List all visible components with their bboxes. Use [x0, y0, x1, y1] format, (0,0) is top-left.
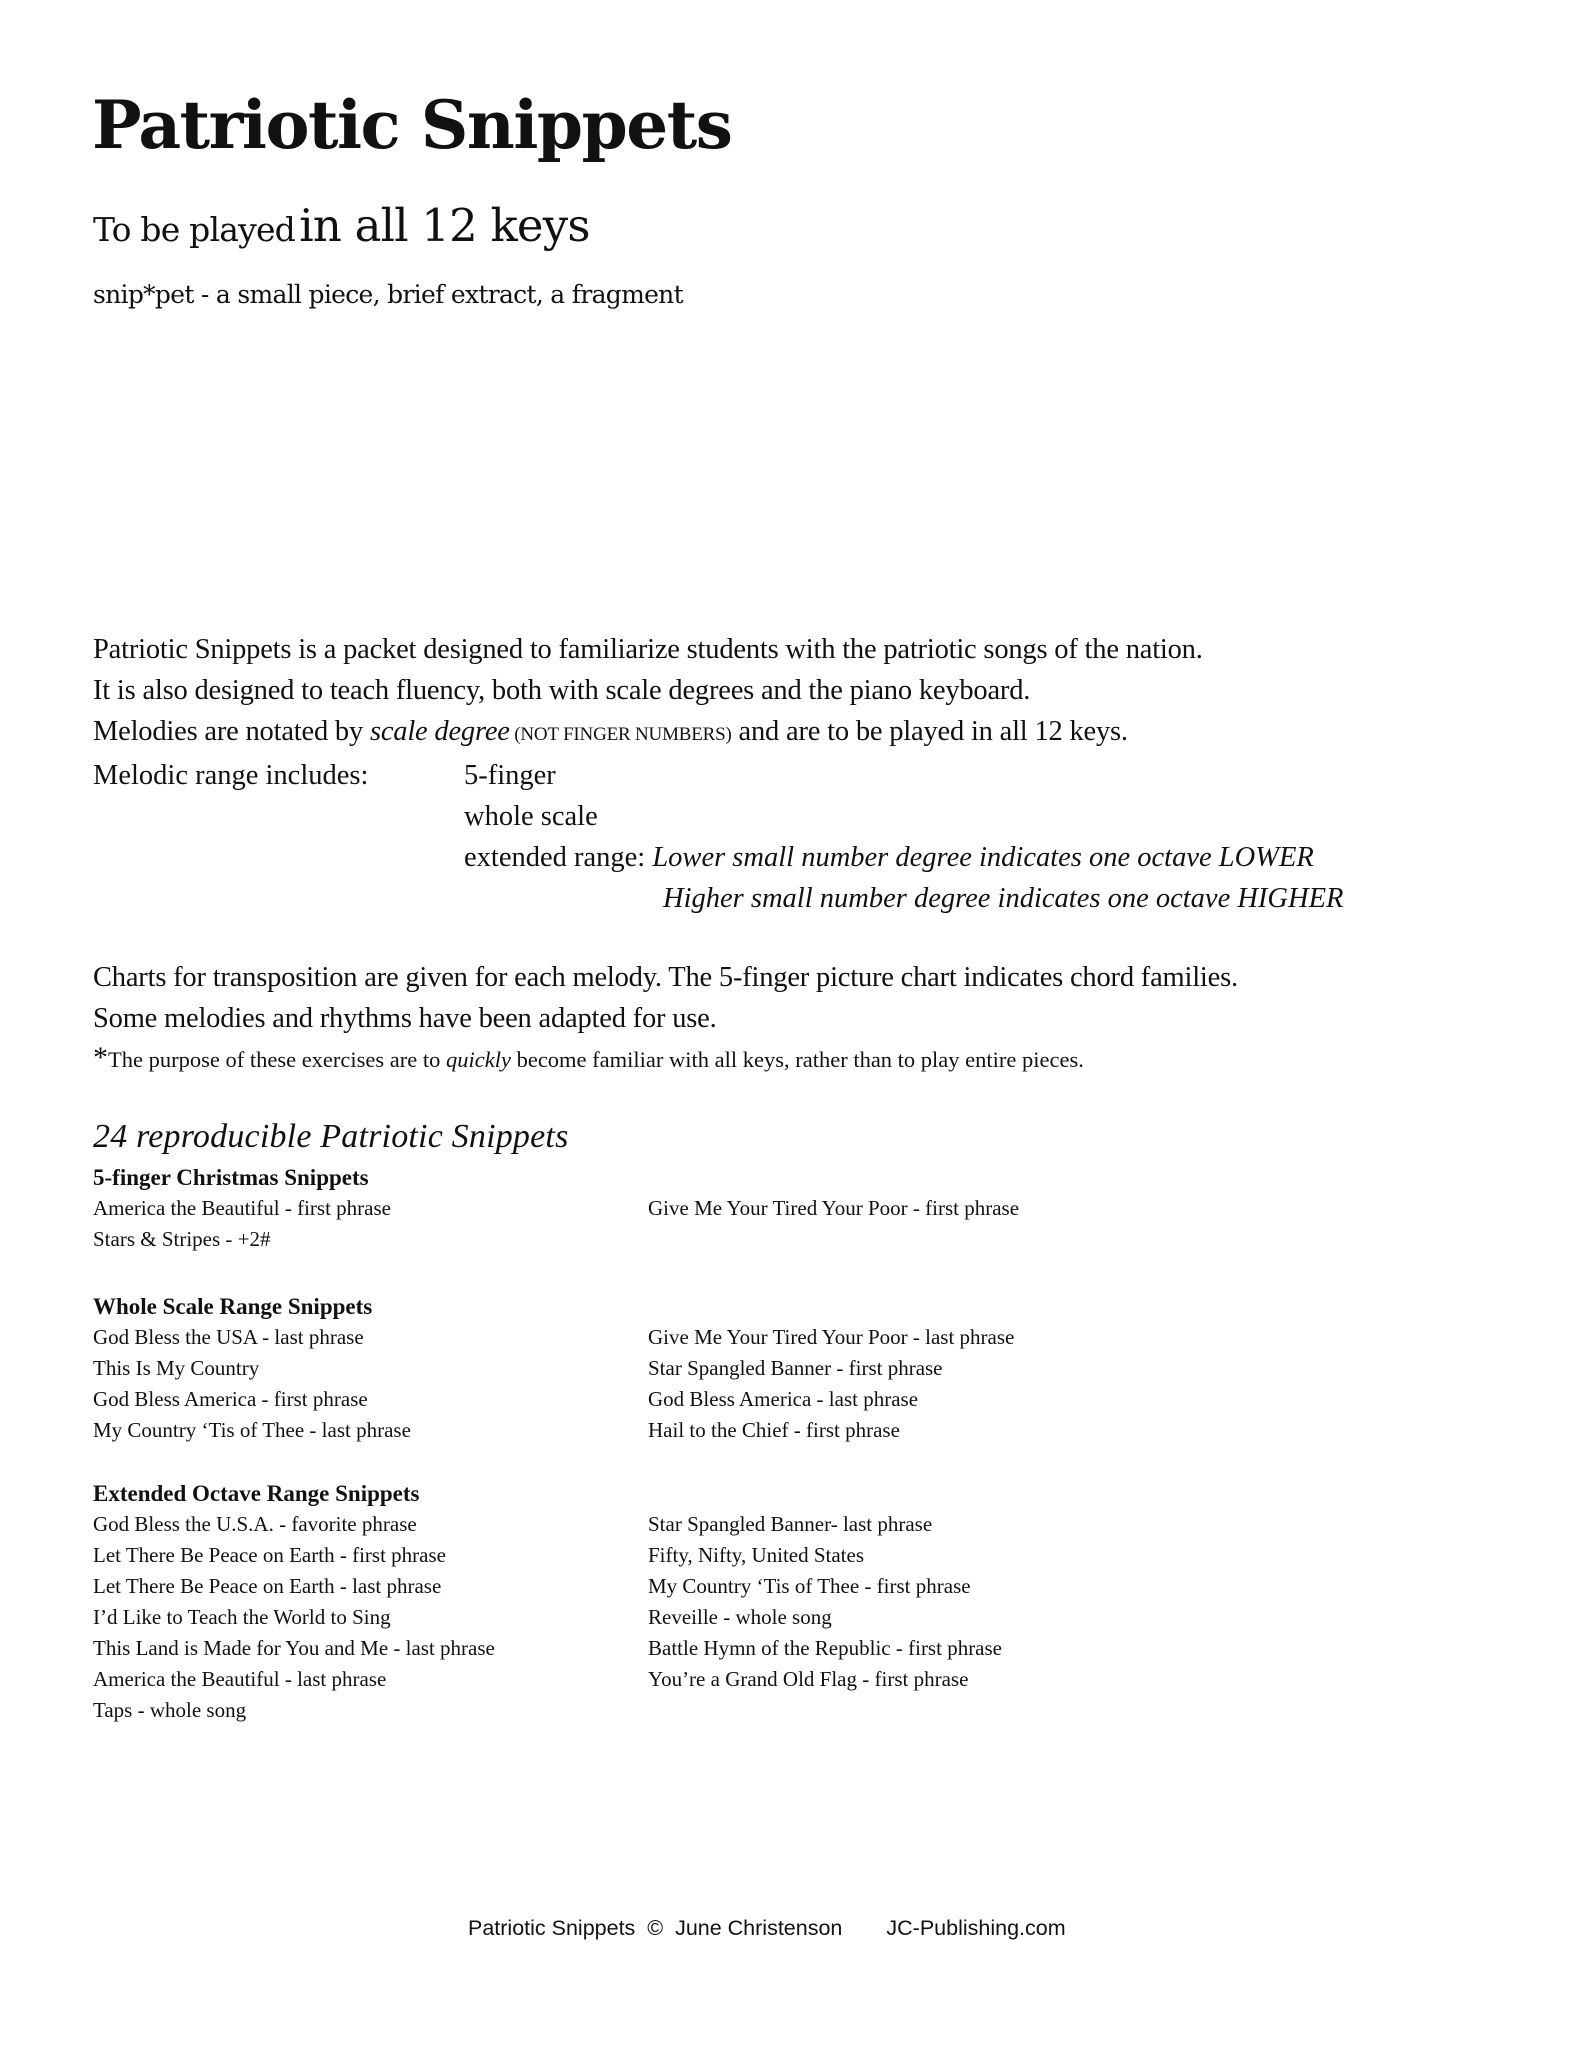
range-item-5-finger: 5-finger	[464, 760, 556, 791]
purpose-note	[93, 1041, 1084, 1075]
note-pre: The purpose of these exercises are to	[108, 1047, 446, 1072]
subtitle	[93, 199, 590, 252]
list-item: Reveille - whole song	[648, 1605, 832, 1629]
list-item: Hail to the Chief - first phrase	[648, 1418, 900, 1442]
list-item: This Land is Made for You and Me - last phrase	[93, 1636, 495, 1660]
footer	[468, 1916, 1066, 1941]
intro-line-2: It is also designed to teach fluency, both with scale degrees and the piano keyboard.	[93, 675, 1031, 706]
list-item: This Is My Country	[93, 1356, 260, 1380]
list-item: My Country ‘Tis of Thee - last phrase	[93, 1418, 411, 1442]
list-item: God Bless America - first phrase	[93, 1387, 368, 1411]
group-heading-whole-scale: Whole Scale Range Snippets	[93, 1294, 373, 1319]
intro-line-3	[93, 718, 1128, 747]
group-heading-extended: Extended Octave Range Snippets	[93, 1481, 420, 1506]
range-item-whole-scale: whole scale	[464, 801, 598, 832]
group-heading-5-finger: 5-finger Christmas Snippets	[93, 1165, 369, 1190]
list-item: Taps - whole song	[93, 1698, 247, 1722]
list-item: Stars & Stripes - +2#	[93, 1227, 271, 1251]
list-item: My Country ‘Tis of Thee - first phrase	[648, 1574, 971, 1598]
list-item: God Bless the USA - last phrase	[93, 1325, 364, 1349]
range-item-extended	[464, 842, 1314, 874]
range-label: Melodic range includes:	[93, 760, 369, 791]
snippets-title: 24 reproducible Patriotic Snippets	[93, 1118, 569, 1155]
list-item: America the Beautiful - first phrase	[93, 1196, 391, 1220]
list-item: Let There Be Peace on Earth - first phrase	[93, 1543, 446, 1567]
list-item: Give Me Your Tired Your Poor - first phrase	[648, 1196, 1020, 1220]
asterisk: *	[93, 1041, 108, 1074]
list-item: I’d Like to Teach the World to Sing	[93, 1605, 391, 1629]
subtitle-small: To be played	[93, 210, 295, 249]
extended-note-2: Higher small number degree indicates one octave HIGHER	[663, 883, 1344, 914]
intro-line-3-pre: Melodies are notated by	[93, 716, 370, 747]
list-item: Fifty, Nifty, United States	[648, 1543, 865, 1567]
footer-author: June Christenson	[675, 1916, 843, 1940]
list-item: Star Spangled Banner- last phrase	[648, 1512, 933, 1536]
list-item: Battle Hymn of the Republic - first phrase	[648, 1636, 1002, 1660]
intro-line-3-smallcaps: (NOT FINGER NUMBERS)	[509, 724, 732, 745]
footer-website: JC-Publishing.com	[886, 1916, 1066, 1940]
list-item: God Bless America - last phrase	[648, 1387, 919, 1411]
definition: snip*pet - a small piece, brief extract, a fragment	[93, 280, 683, 309]
charts-line-2: Some melodies and rhythms have been adapted for use.	[93, 1003, 717, 1034]
note-italic: quickly	[445, 1047, 511, 1072]
list-item: Let There Be Peace on Earth - last phrase	[93, 1574, 442, 1598]
list-item: Give Me Your Tired Your Poor - last phrase	[648, 1325, 1015, 1349]
list-item: America the Beautiful - last phrase	[93, 1667, 387, 1691]
subtitle-big: in all 12 keys	[299, 199, 590, 252]
intro-line-3-post: and are to be played in all 12 keys.	[731, 716, 1128, 747]
copyright-icon: ©	[647, 1916, 664, 1940]
intro-line-1: Patriotic Snippets is a packet designed to familiarize students with the patriotic songs of the nation.	[93, 634, 1203, 665]
intro-line-3-italic: scale degree	[369, 716, 510, 747]
footer-title: Patriotic Snippets	[468, 1916, 636, 1940]
page-title: Patriotic Snippets	[92, 86, 732, 164]
extended-label: extended range:	[464, 842, 653, 873]
list-item: You’re a Grand Old Flag - first phrase	[648, 1667, 969, 1691]
list-item: God Bless the U.S.A. - favorite phrase	[93, 1512, 417, 1536]
list-item: Star Spangled Banner - first phrase	[648, 1356, 943, 1380]
charts-line-1: Charts for transposition are given for each melody. The 5-finger picture chart indicates chord families.	[93, 962, 1238, 993]
note-post: become familiar with all keys, rather than to play entire pieces.	[510, 1047, 1084, 1072]
extended-note-1: Lower small number degree indicates one octave LOWER	[652, 842, 1314, 873]
